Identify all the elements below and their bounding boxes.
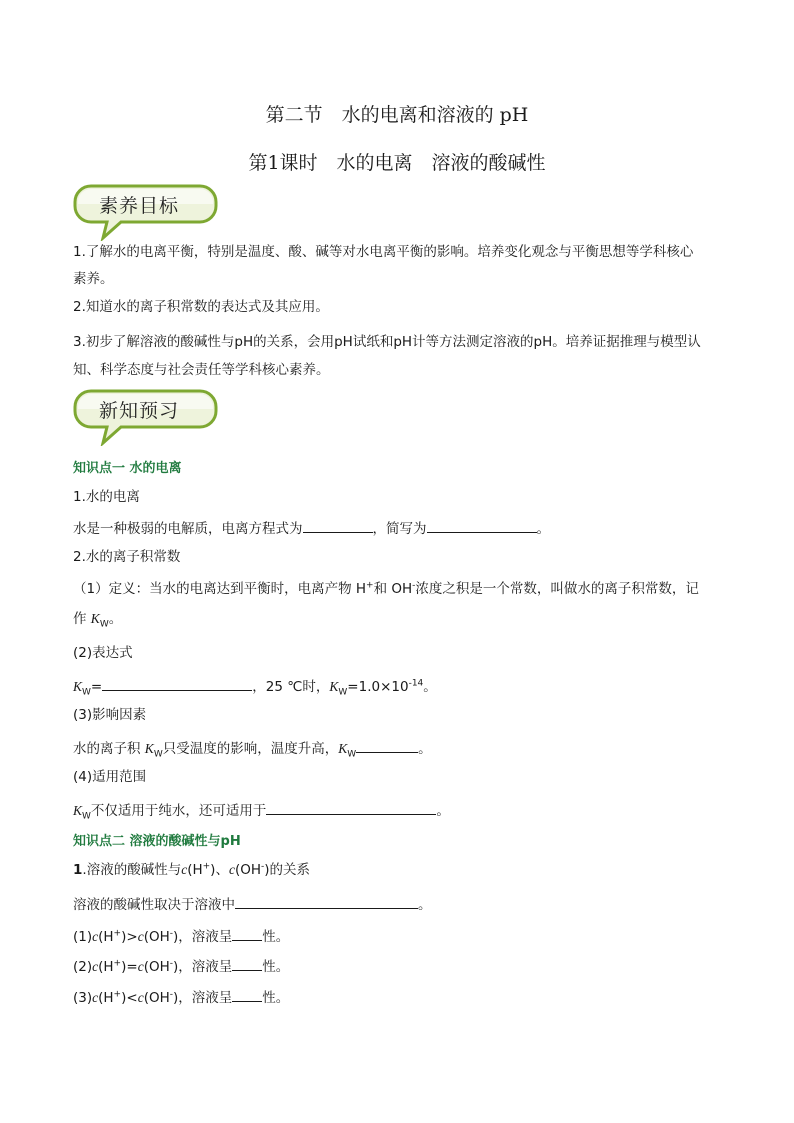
fill-blank[interactable] xyxy=(303,518,373,533)
goal-3-line-1: 3.初步了解溶液的酸碱性与pH的关系，会用pH试纸和pH计等方法测定溶液的pH。培养证据推理与模型认 xyxy=(73,334,701,350)
kp2-item-1-title: 1.溶液的酸碱性与c(H+)、c(OH-)的关系 xyxy=(73,861,311,878)
kp1-definition-line-2: 作 $K_W$。 xyxy=(73,611,123,630)
kp1-scope-label: (4)适用范围 xyxy=(73,769,147,785)
page-subtitle: 第1课时 水的电离 溶液的酸碱性 xyxy=(248,152,546,174)
section-tag-new-knowledge-preview xyxy=(73,388,218,446)
page-title: 第二节 水的电离和溶液的 pH xyxy=(265,104,529,126)
fill-blank[interactable] xyxy=(427,518,537,533)
fill-blank[interactable] xyxy=(235,894,418,909)
section-tag-label: 新知预习 xyxy=(99,400,180,422)
kp2-heading: 知识点二 溶液的酸碱性与pH xyxy=(73,834,241,849)
goal-2: 2.知道水的离子积常数的表达式及其应用。 xyxy=(73,299,329,315)
fill-blank[interactable] xyxy=(232,956,262,971)
kp1-expression-label: (2)表达式 xyxy=(73,645,133,661)
kp2-case-acidic: (1)c(H+)>c(OH-)，溶液呈 性。 xyxy=(73,926,289,946)
fill-blank[interactable] xyxy=(232,987,262,1002)
kp1-item-2-title: 2.水的离子积常数 xyxy=(73,549,181,565)
fill-blank[interactable] xyxy=(266,800,436,815)
kp2-case-neutral: (2)c(H+)=c(OH-)，溶液呈 性。 xyxy=(73,956,289,976)
fill-blank[interactable] xyxy=(356,738,418,753)
kp1-expression-line: $K_W=$ ，25 ℃时，$K_W=1.0\times 10^{-14}$。 xyxy=(73,676,437,696)
section-tag-literacy-goals xyxy=(73,183,218,241)
kp1-factors-label: (3)影响因素 xyxy=(73,707,147,723)
goal-1-line-1: 1.了解水的电离平衡，特别是温度、酸、碱等对水电离平衡的影响。培养变化观念与平衡思想等学科核心 xyxy=(73,244,694,260)
kp1-scope-line: $K_W$不仅适用于纯水，还可适用于 。 xyxy=(73,800,450,820)
goal-1-line-2: 素养。 xyxy=(73,271,114,287)
section-tag-label: 素养目标 xyxy=(99,195,180,217)
fill-blank[interactable] xyxy=(232,926,262,941)
kp1-ionization-equation-line: 水是一种极弱的电解质，电离方程式为 ，简写为 。 xyxy=(73,518,550,538)
goal-3-line-2: 知、科学态度与社会责任等学科核心素养。 xyxy=(73,362,330,378)
kp1-heading: 知识点一 水的电离 xyxy=(73,461,182,476)
kp1-item-1-title: 1.水的电离 xyxy=(73,489,140,505)
kp2-case-basic: (3)c(H+)<c(OH-)，溶液呈 性。 xyxy=(73,987,289,1007)
kp1-definition-line-1: （1）定义：当水的电离达到平衡时，电离产物 H+和 OH-浓度之积是一个常数，叫做水的离子积常数，记 xyxy=(73,580,699,597)
fill-blank[interactable] xyxy=(102,676,252,691)
kp1-factors-line: 水的离子积 $K_W$只受温度的影响，温度升高，$K_W$ 。 xyxy=(73,738,432,758)
kp2-depends-line: 溶液的酸碱性取决于溶液中 。 xyxy=(73,894,432,914)
